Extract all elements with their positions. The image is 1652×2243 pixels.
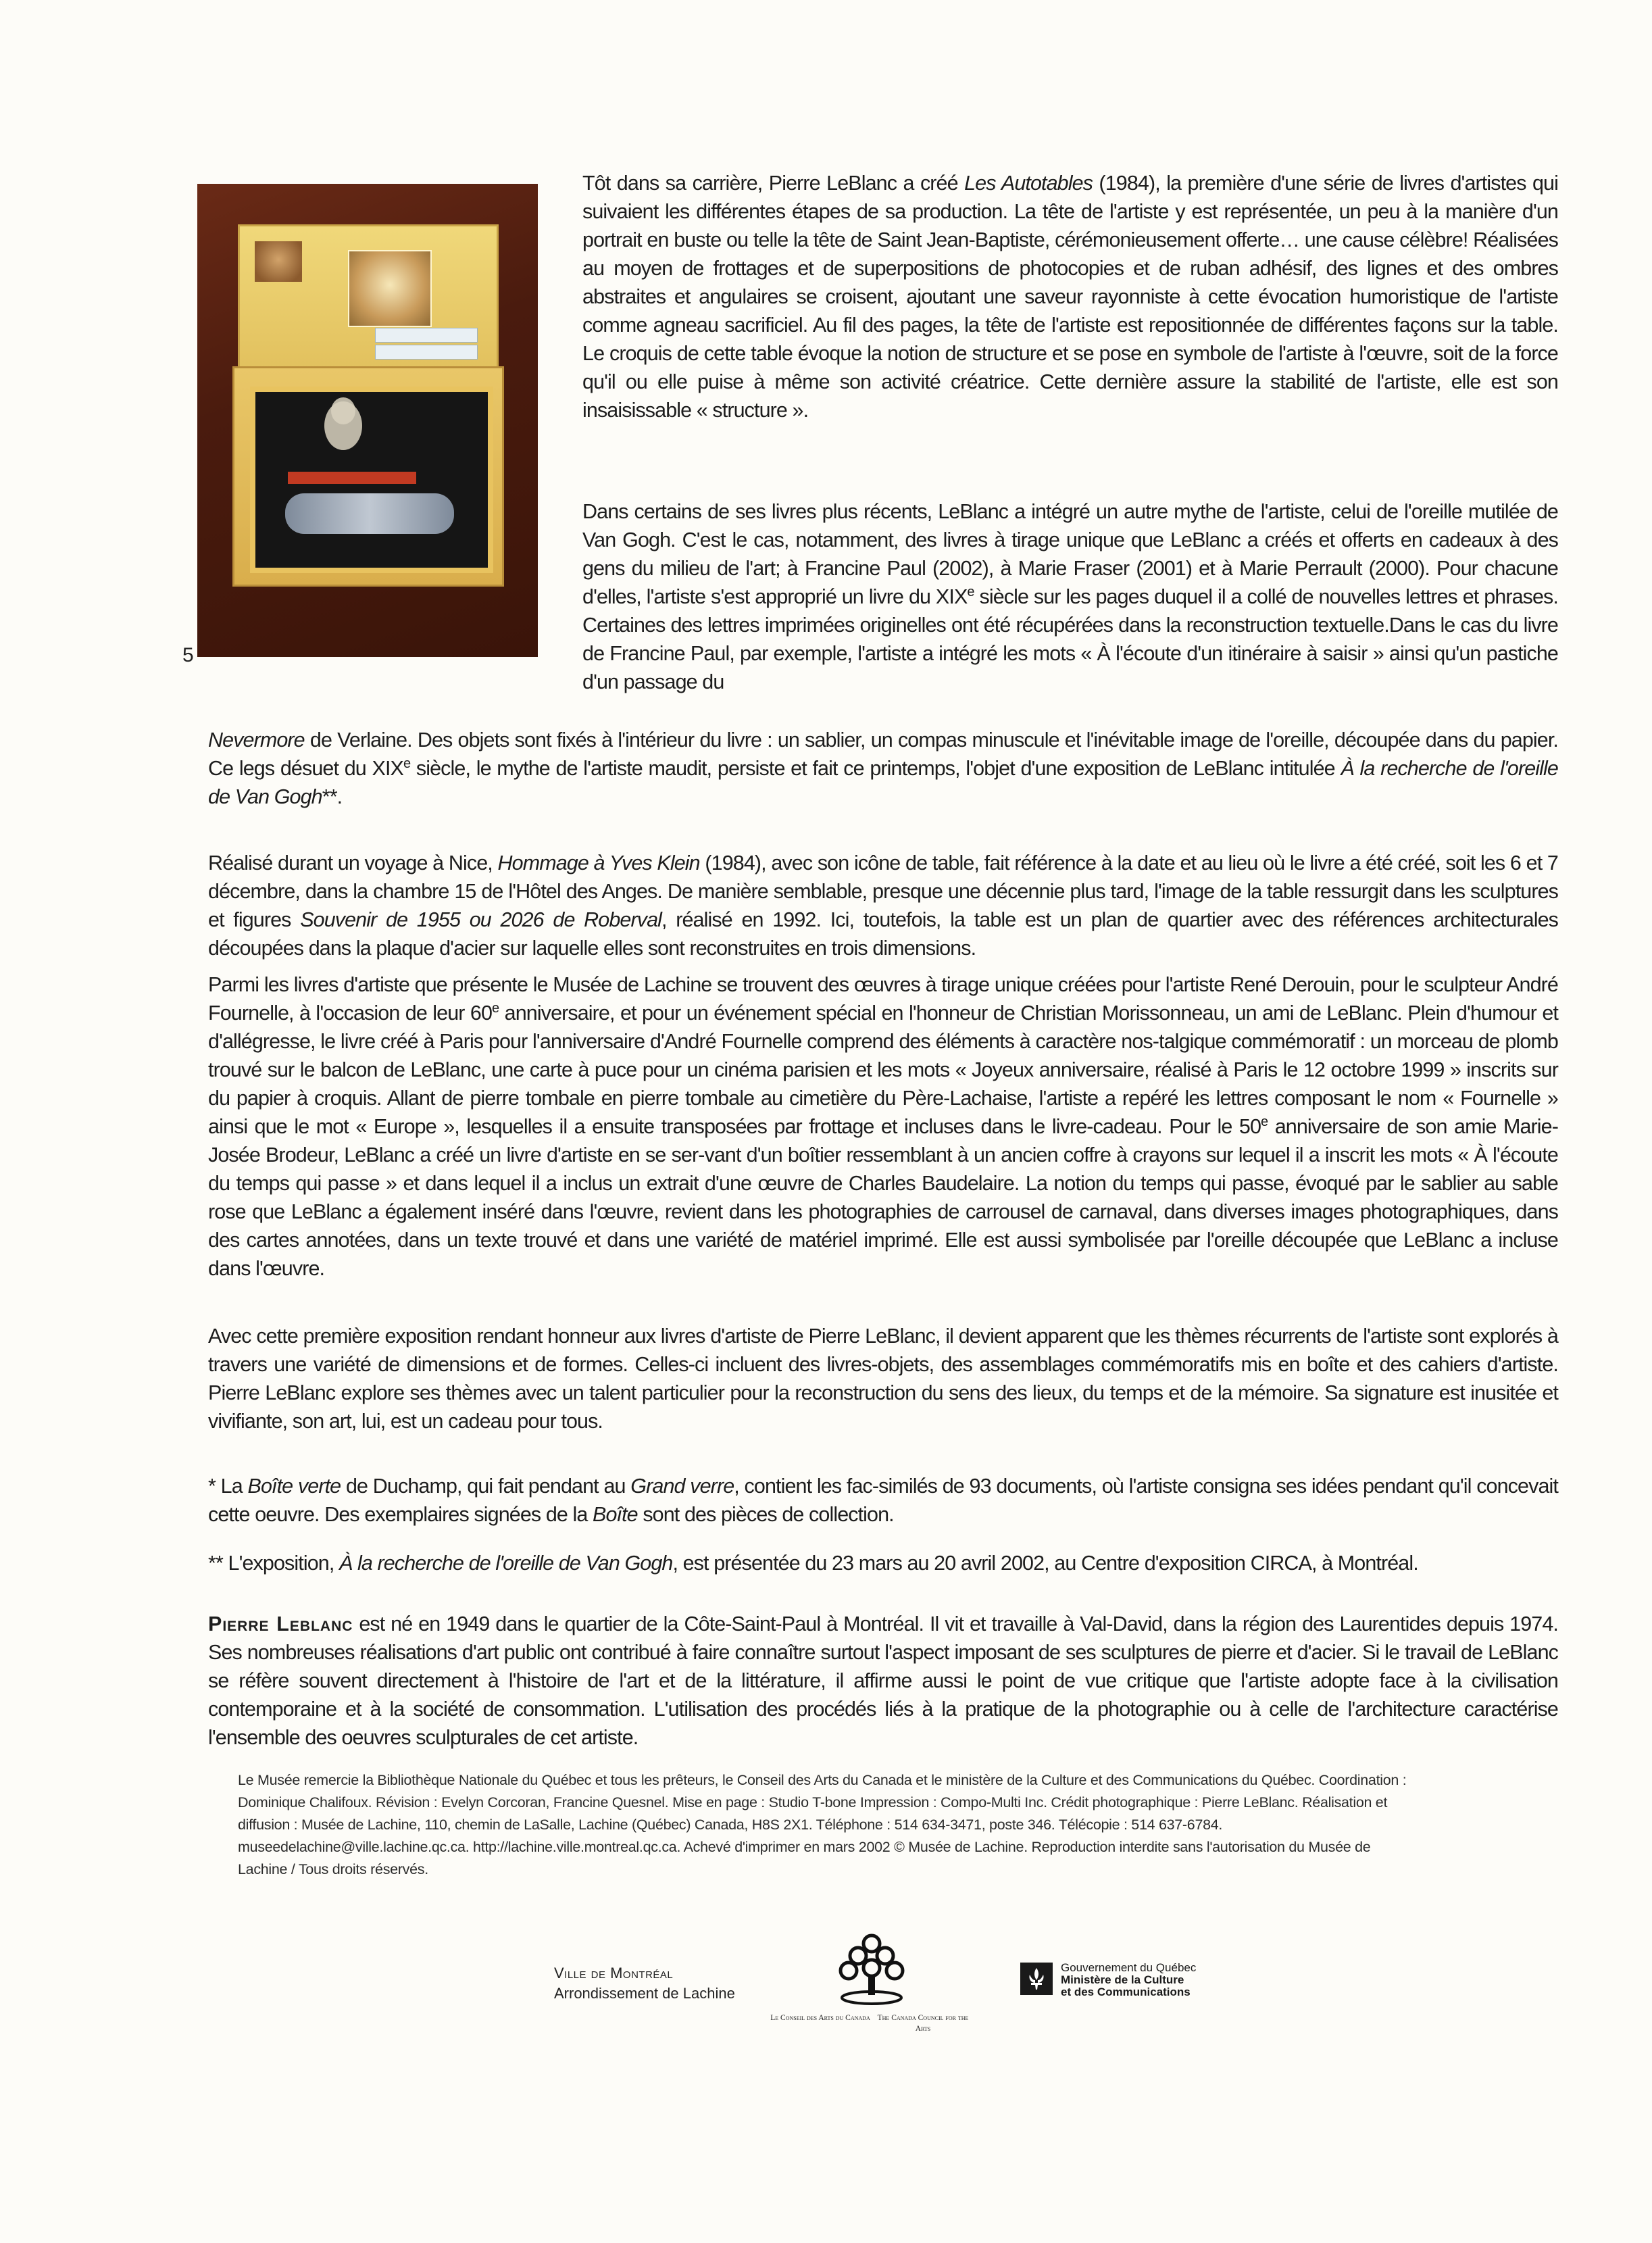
moon-phases-strip <box>285 493 454 534</box>
portrait-drawing <box>348 250 432 327</box>
quebec-logo <box>1020 1961 1236 2002</box>
superscript: e <box>492 1000 499 1016</box>
canada-council-logo <box>770 1933 973 2048</box>
artwork-title: Hommage à Yves Klein <box>497 852 700 874</box>
quebec-ministry-2: et des Communications <box>1061 1986 1191 1998</box>
text-run: (1984), avec son icône de table, fait référence à la date et au lieu où le livre a été créé, soit les 6 et 7 décembre, dans la chambre 15 de l'Hôtel des Anges. De manière semblable, presque une décennie plus tard, l'image de la table ressurgit dans les sculptures et figures <box>208 852 1558 931</box>
council-name-en: The Canada Council for the Arts <box>877 2014 969 2033</box>
text-run: siècle sur les pages duquel il a collé de nouvelles lettres et phrases. Certaines des lettres imprimées originelles ont été récupérées dans la reconstruction textuelle.Dans le cas du livre de Francine Paul, par exemple, l'artiste a intégré les mots « À l'écoute d'un itinéraire à saisir » ainsi qu'un pastiche d'un passage du <box>582 585 1558 693</box>
fleur-de-lis-icon <box>1020 1963 1053 1995</box>
text-run: sont des pièces de collection. <box>637 1503 894 1526</box>
drawer-label <box>288 472 416 484</box>
paragraph-nevermore <box>208 726 1558 811</box>
text-run: , est présentée du 23 mars au 20 avril 2002, au Centre d'exposition CIRCA, à Montréal. <box>672 1552 1418 1575</box>
artwork-title: Les Autotables <box>964 172 1093 195</box>
small-portrait <box>255 241 302 282</box>
council-name-fr: Le Conseil des Arts du Canada <box>770 2014 870 2022</box>
text-run: Réalisé durant un voyage à Nice, <box>208 852 498 874</box>
text-run: Dans certains de ses livres plus récents, LeBlanc a intégré un autre mythe de l'artiste, celui de l'oreille mutilée de Van Gogh. C'est le cas, notamment, des livres à tirage unique que LeBlanc a créés et offerts en cadeaux à des gens du milieu de l'art; à Francine Paul (2002), à Marie Fraser (2001) et à Marie Perrault (2000). Pour chacune d'elles, l'artiste s'est approprié un livre du XIX <box>582 500 1558 608</box>
paragraph-van-gogh <box>582 497 1558 696</box>
text-run: Tôt dans sa carrière, Pierre LeBlanc a créé <box>582 172 965 195</box>
text-run: de Verlaine. Des objets sont fixés à l'intérieur du livre : un sablier, un compas minuscule et l'inévitable image de l'oreille, découpée dans du papier. Ce legs désuet du XIX <box>208 729 1558 780</box>
tree-icon <box>831 1933 912 2007</box>
text-run: de Duchamp, qui fait pendant au <box>341 1475 631 1498</box>
artwork-photo <box>197 184 538 657</box>
text-run: ** L'exposition, <box>208 1552 339 1575</box>
paragraph-conclusion: Avec cette première exposition rendant honneur aux livres d'artiste de Pierre LeBlanc, il devient apparent que les thèmes récurrents de l'artiste sont explorés à travers une variété de dimensions et de formes. Celles-ci incluent des livres-objets, des assemblages commémoratifs mis en boîte et des cahiers d'artiste. Pierre LeBlanc explore ses thèmes avec un talent particulier pour la reconstruction du sens des lieux, du temps et de la mémoire. Sa signature est inusitée et vivifiante, son art, lui, est un cadeau pour tous. <box>208 1325 1558 1433</box>
exhibition-title: À la recherche de l'oreille de Van Gogh <box>339 1552 673 1575</box>
artist-name: Pierre Leblanc <box>208 1612 353 1635</box>
violin-icon <box>255 392 488 466</box>
montreal-logo <box>554 1963 743 2004</box>
superscript: e <box>1261 1114 1268 1129</box>
artwork-title: Souvenir de 1955 ou 2026 de Roberval <box>300 908 662 931</box>
text-strip <box>375 328 478 343</box>
footnote-duchamp <box>208 1472 1558 1529</box>
montreal-city: Ville de Montréal <box>554 1965 674 1981</box>
exhibition-title: À la recherche de l'oreille de Van Gogh <box>208 757 1558 808</box>
artist-bio <box>208 1610 1558 1752</box>
text-run: anniversaire de son amie Marie-Josée Brodeur, LeBlanc a créé un livre d'artiste en se ser-vant d'un boîtier ressemblant à un ancien coffre à crayons sur lequel il a inscrit les mots « À l'écoute du temps qui passe » et dans lequel il a inclus un extrait d'une œuvre de Charles Baudelaire. La notion du temps qui passe, évoqué par le sablier au sable rose que LeBlanc a également inséré dans l'œuvre, revient dans les photographies de carrousel de carnaval, dans diverses images photographiques, dans des cartes annotées, dans un texte trouvé et dans une variété de matériel imprimé. Elle est aussi symbolisée par l'oreille découpée que LeBlanc a incluse dans l'œuvre. <box>208 1115 1559 1280</box>
text-run: **. <box>322 785 343 808</box>
quebec-ministry: Ministère de la Culture <box>1061 1973 1184 1986</box>
text-run: anniversaire, et pour un événement spécial en l'honneur de Christian Morissonneau, un ami de LeBlanc. Plein d'humour et d'allégresse, le livre créé à Paris pour l'anniversaire d'André Fournelle comprend des éléments à caractère nos-talgique commémoratif : un morceau de plomb trouvé sur le balcon de LeBlanc, une carte à puce pour un cinéma parisien et les mots « Joyeux anniversaire, réalisé à Paris le 12 octobre 1999 » inscrits sur du papier à croquis. Allant de pierre tombale en pierre tombale au cimetière du Père-Lachaise, l'artiste a repéré les lettres composant le nom « Fournelle » ainsi que le mot « Europe », lesquelles il a ensuite transposées par frottage et incluses dans le livre-cadeau. Pour le 50 <box>208 1002 1559 1138</box>
superscript: e <box>967 584 974 599</box>
text-run: * La <box>208 1475 248 1498</box>
paragraph-autotables <box>582 169 1558 424</box>
box-drawer <box>250 387 493 573</box>
credits: Le Musée remercie la Bibliothèque Nationale du Québec et tous les prêteurs, le Conseil des Arts du Canada et le ministère de la Culture et des Communications du Québec. Coordination : Dominique Chalifoux. Révision : Evelyn Corcoran, Francine Quesnel. Mise en page : Studio T-bone Impression : Compo-Multi Inc. Crédit photographique : Pierre LeBlanc. Réalisation et diffusion : Musée de Lachine, 110, chemin de LaSalle, Lachine (Québec) Canada, H8S 2X1. Téléphone : 514 634-3471, poste 346. Télécopie : 514 637-6784. museedelachine@ville.lachine.qc.ca. http://lachine.ville.montreal.qc.ca. Achevé d'imprimer en mars 2002 © Musée de Lachine. Reproduction interdite sans l'autorisation du Musée de Lachine / Tous droits réservés. <box>238 1772 1407 1877</box>
text-run: (1984), la première d'une série de livres d'artistes qui suivaient les différentes étapes de sa production. La tête de l'artiste y est représentée, un peu à la manière d'un portrait en buste ou telle la tête de Saint Jean-Baptiste, cérémonieusement offerte… une cause célèbre! Réalisées au moyen de frottages et de superpositions de photocopies et de ruban adhésif, des lignes et des ombres abstraites et angulaires se croisent, ajoutant une saveur rayonniste à cette évocation humoristique de l'artiste comme agneau sacrificiel. Au fil des pages, la tête de l'artiste est repositionnée de différentes façons sur la table. Le croquis de cette table évoque la notion de structure et se pose en symbole de l'artiste à l'œuvre, soit de la force qu'il ou elle puise à même son activité créatrice. Cette dernière assure la stabilité de l'artiste, elle est son insaisissable « structure ». <box>582 172 1558 422</box>
paragraph-yves-klein <box>208 849 1558 962</box>
artwork-title: Nevermore <box>208 729 305 751</box>
text-run: est né en 1949 dans le quartier de la Côte-Saint-Paul à Montréal. Il vit et travaille à Val-David, dans la région des Laurentides depuis 1974. Ses nombreuses réalisations d'art public ont contribué à faire connaître surtout l'aspect imposant de ses sculptures de pierre et d'acier. Si le travail de LeBlanc se réfère souvent directement à l'histoire de l'art et de la littérature, il affirme aussi le point de vue critique que l'artiste adopte face à la civilisation contemporaine et à la société de consommation. L'utilisation des procédés liés à la pratique de la photographie ou à celle de l'architecture caractérise l'ensemble des oeuvres sculpturales de cet artiste. <box>208 1612 1559 1749</box>
paragraph-musee-lachine <box>208 970 1558 1283</box>
montreal-borough: Arrondissement de Lachine <box>554 1985 735 2002</box>
text-run: Parmi les livres d'artiste que présente le Musée de Lachine se trouvent des œuvres à tirage unique créées pour l'artiste René Derouin, pour le sculpteur André Fournelle, à l'occasion de leur 60 <box>208 973 1558 1025</box>
footnote-exhibition <box>208 1549 1558 1577</box>
text-strip <box>375 345 478 360</box>
superscript: e <box>403 756 411 771</box>
artwork-title: Boîte verte <box>247 1475 341 1498</box>
figure-number: 5 <box>182 644 194 666</box>
artwork-title: Boîte <box>593 1503 638 1526</box>
text-run: siècle, le mythe de l'artiste maudit, persiste et fait ce printemps, l'objet d'une exposition de LeBlanc intitulée <box>410 757 1341 780</box>
text-run: , contient les fac-similés de 93 documents, où l'artiste consigna ses idées pendant qu'il concevait cette oeuvre. Des exemplaires signées de la <box>208 1475 1558 1526</box>
text-run: , réalisé en 1992. Ici, toutefois, la table est un plan de quartier avec des références architecturales découpées dans la plaque d'acier sur laquelle elles sont reconstruites en trois dimensions. <box>208 908 1558 960</box>
box-lid <box>238 224 499 370</box>
artwork-title: Grand verre <box>630 1475 734 1498</box>
quebec-government: Gouvernement du Québec <box>1061 1961 1197 1974</box>
